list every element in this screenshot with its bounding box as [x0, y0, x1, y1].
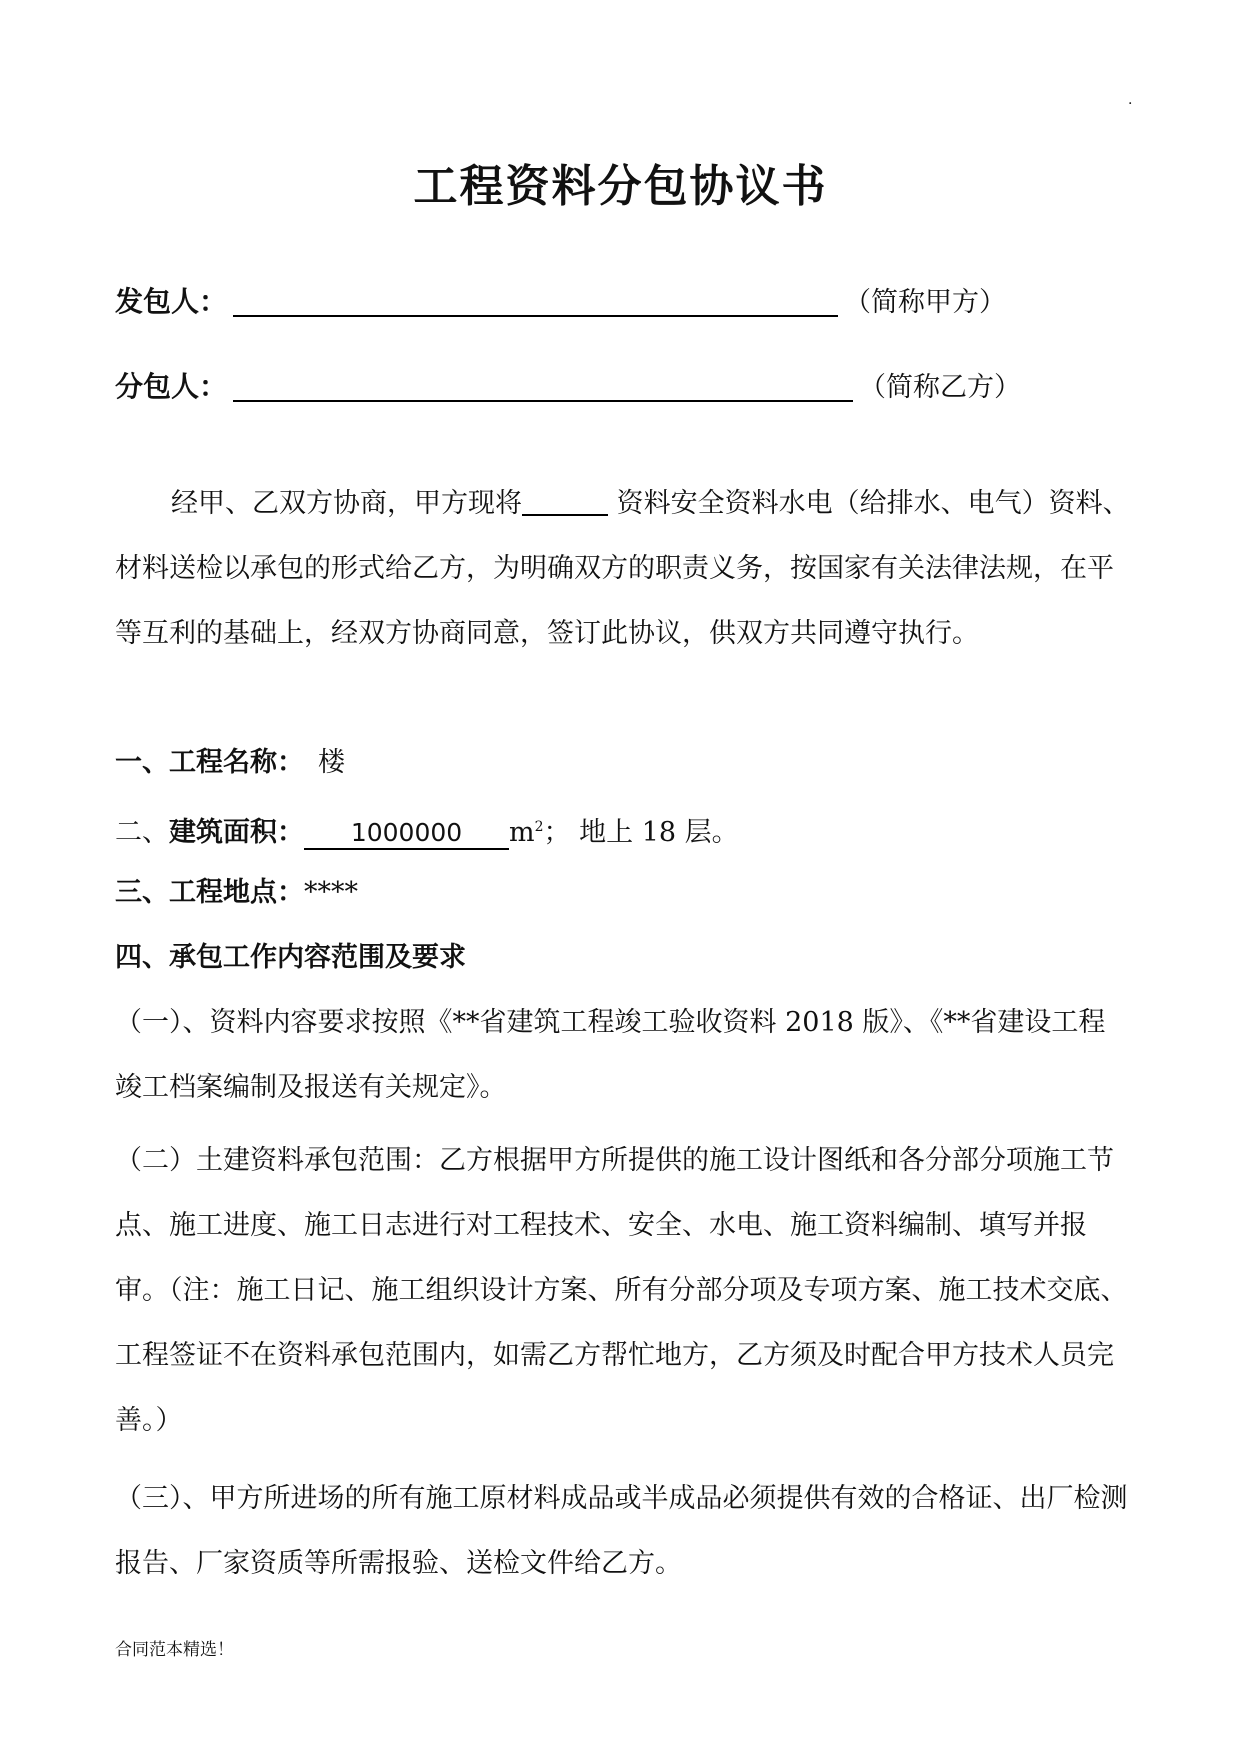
- item2-rest: ； 地上 18 层。: [543, 817, 739, 848]
- area-unit: m: [509, 817, 535, 848]
- subcontractor-abbr: （简称乙方）: [859, 372, 1022, 403]
- area-value: 1000000: [304, 818, 509, 850]
- area-unit-sup: 2: [534, 819, 544, 835]
- item3-value: ****: [304, 877, 358, 908]
- document-title: 工程资料分包协议书: [413, 161, 828, 212]
- subcontractor-line: [115, 365, 1021, 405]
- intro-paragraph: [115, 471, 1130, 666]
- item-project-name: [115, 730, 1130, 795]
- item-project-location: [115, 860, 1130, 925]
- employer-abbr: （简称甲方）: [844, 287, 1007, 318]
- intro-before: 经甲、乙双方协商，甲方现将: [171, 488, 522, 519]
- item2-head: 建筑面积：: [169, 817, 304, 848]
- item-building-area: [115, 795, 1130, 865]
- clause-2: （二）土建资料承包范围：乙方根据甲方所提供的施工设计图纸和各分部分项施工节点、施工进度、施工日志进行对工程技术、安全、水电、施工资料编制、填写并报审。（注：施工日记、施工组织设计方案、所有分部分项及专项方案、施工技术交底、工程签证不在资料承包范围内，如需乙方帮忙地方，乙方须及时配合甲方技术人员完善。）: [115, 1145, 1128, 1436]
- subcontractor-blank[interactable]: [233, 370, 853, 402]
- clause-1: （一）、资料内容要求按照《**省建筑工程竣工验收资料 2018 版》、《**省建设工程竣工档案编制及报送有关规定》。: [115, 1007, 1106, 1103]
- item2-prefix: 二、: [115, 817, 169, 848]
- item1-value: 楼: [318, 747, 345, 778]
- corner-mark: ·: [1128, 96, 1133, 112]
- project-blank[interactable]: [522, 486, 608, 516]
- footer-note: 合同范本精选！: [115, 1640, 234, 1660]
- item3-head: 三、工程地点：: [115, 877, 304, 908]
- employer-label: 发包人：: [115, 285, 228, 318]
- clause-3: （三）、甲方所进场的所有施工原材料成品或半成品必须提供有效的合格证、出厂检测报告、厂家资质等所需报验、送检文件给乙方。: [115, 1483, 1128, 1579]
- item-scope-heading: 四、承包工作内容范围及要求: [115, 942, 466, 973]
- subcontractor-label: 分包人：: [115, 370, 228, 403]
- employer-line: [115, 280, 1006, 320]
- intro-after: 资料安全资料水电（给排水、电气）资料、材料送检以承包的形式给乙方，为明确双方的职责义务，按国家有关法律法规，在平等互利的基础上，经双方协商同意，签订此协议，供双方共同遵守执行。: [115, 488, 1130, 649]
- item1-head: 一、工程名称：: [115, 747, 304, 778]
- employer-blank[interactable]: [233, 285, 838, 317]
